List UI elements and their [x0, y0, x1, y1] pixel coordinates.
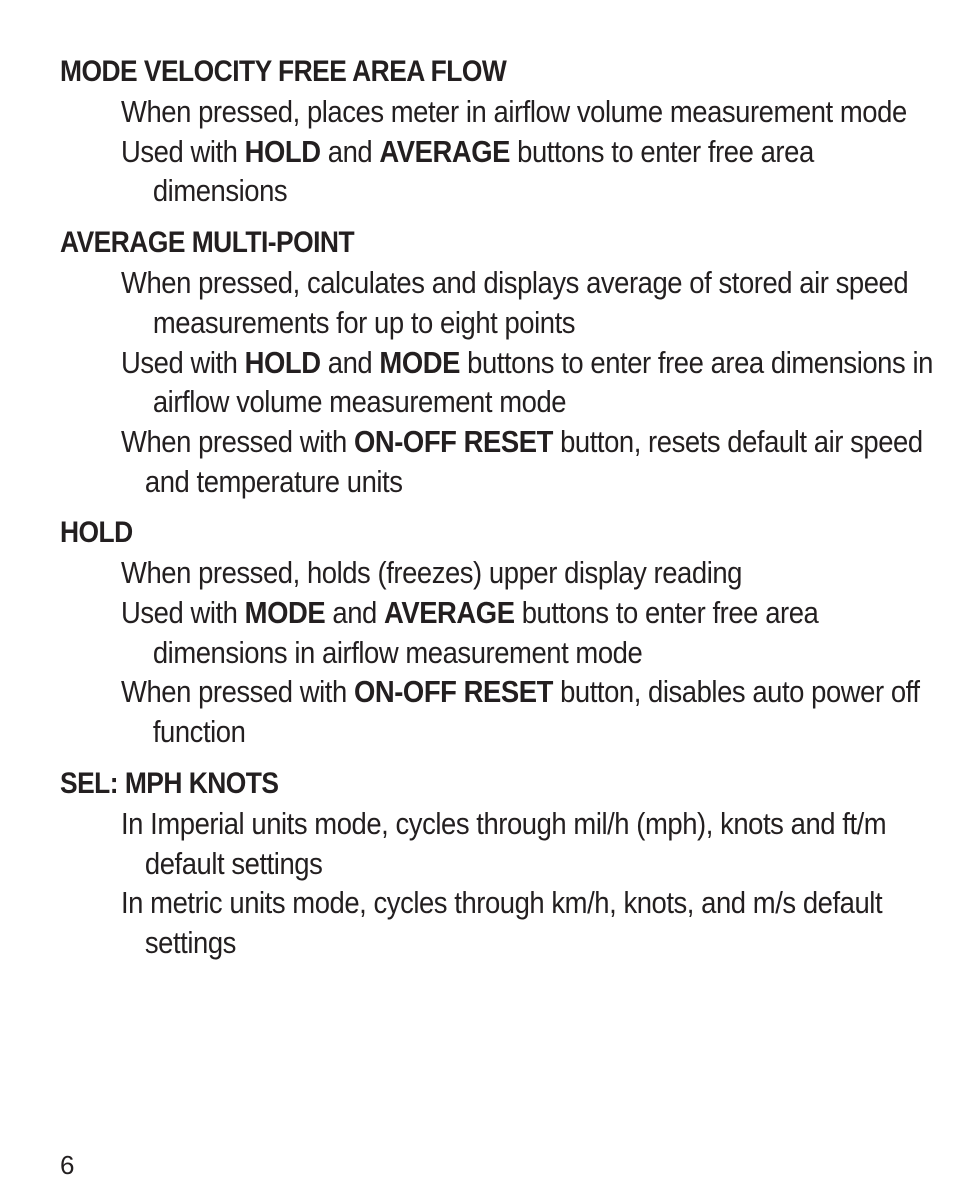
description-item: Used with HOLD and AVERAGE buttons to enter free area dimensions — [121, 133, 814, 209]
description-item: When pressed, places meter in airflow volume measurement mode — [121, 94, 907, 129]
description-item: Used with HOLD and MODE buttons to enter free area dimensions in airflow volume measurement mode — [121, 344, 933, 420]
section-heading: AVERAGE MULTI-POINT — [60, 226, 355, 260]
section-heading: MODE VELOCITY FREE AREA FLOW — [60, 55, 507, 88]
button-name: ON-OFF RESET — [353, 674, 553, 710]
section-hold — [60, 513, 920, 752]
section-heading: HOLD — [60, 516, 133, 550]
button-name: MODE — [244, 595, 326, 631]
manual-page — [60, 52, 933, 975]
section-sel — [60, 764, 910, 963]
description-item: When pressed, holds (freezes) upper display reading — [121, 555, 742, 591]
description-item: When pressed with ON-OFF RESET button, disables auto power off function — [121, 674, 920, 750]
section-average — [60, 223, 933, 501]
description-item: In Imperial units mode, cycles through mil/h (mph), knots and ft/m default settings — [121, 805, 887, 881]
button-name: HOLD — [244, 344, 321, 380]
section-heading: SEL: MPH KNOTS — [60, 766, 279, 800]
description-item: When pressed with ON-OFF RESET button, resets default air speed and temperature units — [121, 423, 923, 499]
page-number: 6 — [60, 1150, 75, 1180]
section-mode — [60, 52, 910, 211]
description-item: When pressed, calculates and displays average of stored air speed measurements for up to eight points — [121, 265, 909, 340]
description-item: In metric units mode, cycles through km/h, knots, and m/s default settings — [121, 885, 883, 960]
button-name: MODE — [379, 344, 460, 380]
button-name: AVERAGE — [384, 595, 515, 631]
button-name: ON-OFF RESET — [353, 423, 553, 459]
button-name: HOLD — [244, 133, 321, 169]
button-name: AVERAGE — [379, 133, 510, 169]
description-item: Used with MODE and AVERAGE buttons to enter free area dimensions in airflow measurement mode — [121, 595, 819, 670]
